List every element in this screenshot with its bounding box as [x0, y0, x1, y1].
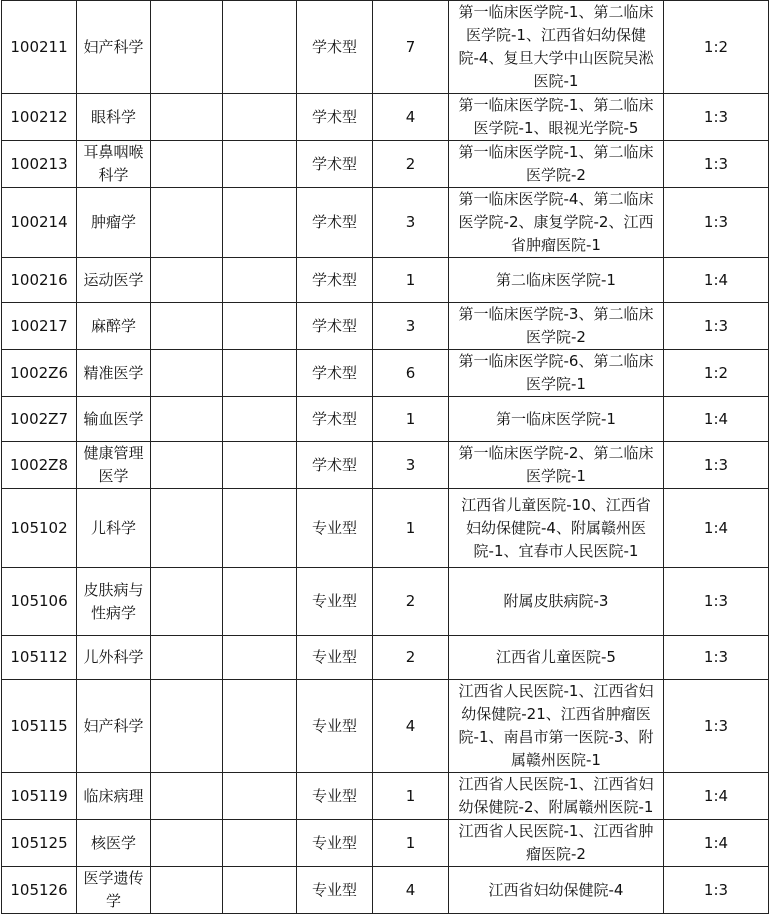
- degree-type-cell: 学术型: [297, 442, 373, 489]
- degree-type-cell: 专业型: [297, 680, 373, 773]
- enrollment-count-cell: 1: [373, 820, 449, 867]
- table-row: [2, 258, 769, 303]
- ratio-cell: 1:4: [664, 773, 769, 820]
- table-row: [2, 867, 769, 914]
- blank-cell: [151, 258, 223, 303]
- blank-cell: [151, 636, 223, 680]
- table-row: [2, 94, 769, 141]
- departments-cell: 第一临床医学院-1、第二临床医学院-1、眼视光学院-5: [449, 94, 664, 141]
- ratio-cell: 1:3: [664, 303, 769, 350]
- major-name-cell: 健康管理医学: [77, 442, 151, 489]
- departments-cell: 第一临床医学院-3、第二临床医学院-2: [449, 303, 664, 350]
- blank-cell: [223, 1, 297, 94]
- departments-cell: 第一临床医学院-4、第二临床医学院-2、康复学院-2、江西省肿瘤医院-1: [449, 188, 664, 258]
- enrollment-count-cell: 3: [373, 188, 449, 258]
- enrollment-count-cell: 1: [373, 773, 449, 820]
- degree-type-cell: 学术型: [297, 94, 373, 141]
- blank-cell: [151, 303, 223, 350]
- table-row: [2, 303, 769, 350]
- major-name-cell: 医学遗传学: [77, 867, 151, 914]
- departments-cell: 第一临床医学院-1: [449, 397, 664, 442]
- table-row: [2, 489, 769, 568]
- departments-cell: 江西省儿童医院-10、江西省妇幼保健院-4、附属赣州医院-1、宜春市人民医院-1: [449, 489, 664, 568]
- table-row: [2, 141, 769, 188]
- departments-cell: 第一临床医学院-6、第二临床医学院-1: [449, 350, 664, 397]
- blank-cell: [151, 773, 223, 820]
- enrollment-count-cell: 4: [373, 680, 449, 773]
- enrollment-count-cell: 4: [373, 867, 449, 914]
- major-code-cell: 1002Z6: [2, 350, 77, 397]
- major-code-cell: 105119: [2, 773, 77, 820]
- departments-cell: 第一临床医学院-1、第二临床医学院-2: [449, 141, 664, 188]
- ratio-cell: 1:3: [664, 442, 769, 489]
- blank-cell: [151, 397, 223, 442]
- enrollment-count-cell: 1: [373, 397, 449, 442]
- blank-cell: [223, 636, 297, 680]
- degree-type-cell: 学术型: [297, 141, 373, 188]
- major-name-cell: 儿科学: [77, 489, 151, 568]
- major-name-cell: 儿外科学: [77, 636, 151, 680]
- major-code-cell: 105125: [2, 820, 77, 867]
- degree-type-cell: 学术型: [297, 303, 373, 350]
- major-code-cell: 100212: [2, 94, 77, 141]
- degree-type-cell: 学术型: [297, 350, 373, 397]
- departments-cell: 江西省儿童医院-5: [449, 636, 664, 680]
- table-row: [2, 820, 769, 867]
- major-name-cell: 核医学: [77, 820, 151, 867]
- major-name-cell: 输血医学: [77, 397, 151, 442]
- blank-cell: [151, 350, 223, 397]
- blank-cell: [223, 350, 297, 397]
- degree-type-cell: 专业型: [297, 489, 373, 568]
- major-name-cell: 妇产科学: [77, 680, 151, 773]
- major-code-cell: 100217: [2, 303, 77, 350]
- departments-cell: 第一临床医学院-2、第二临床医学院-1: [449, 442, 664, 489]
- table-row: [2, 350, 769, 397]
- table-row: [2, 188, 769, 258]
- degree-type-cell: 专业型: [297, 867, 373, 914]
- ratio-cell: 1:2: [664, 1, 769, 94]
- major-code-cell: 105126: [2, 867, 77, 914]
- blank-cell: [223, 94, 297, 141]
- ratio-cell: 1:3: [664, 680, 769, 773]
- departments-cell: 江西省人民医院-1、江西省妇幼保健院-2、附属赣州医院-1: [449, 773, 664, 820]
- enrollment-count-cell: 2: [373, 568, 449, 636]
- degree-type-cell: 学术型: [297, 258, 373, 303]
- ratio-cell: 1:4: [664, 820, 769, 867]
- departments-cell: 附属皮肤病院-3: [449, 568, 664, 636]
- blank-cell: [151, 680, 223, 773]
- table-row: [2, 442, 769, 489]
- ratio-cell: 1:3: [664, 141, 769, 188]
- blank-cell: [151, 94, 223, 141]
- blank-cell: [223, 867, 297, 914]
- ratio-cell: 1:3: [664, 568, 769, 636]
- blank-cell: [151, 141, 223, 188]
- blank-cell: [223, 773, 297, 820]
- major-name-cell: 皮肤病与性病学: [77, 568, 151, 636]
- major-name-cell: 临床病理: [77, 773, 151, 820]
- table-row: [2, 773, 769, 820]
- major-code-cell: 100213: [2, 141, 77, 188]
- major-code-cell: 100211: [2, 1, 77, 94]
- ratio-cell: 1:4: [664, 397, 769, 442]
- major-name-cell: 麻醉学: [77, 303, 151, 350]
- degree-type-cell: 专业型: [297, 636, 373, 680]
- enrollment-count-cell: 7: [373, 1, 449, 94]
- blank-cell: [151, 568, 223, 636]
- major-code-cell: 105115: [2, 680, 77, 773]
- blank-cell: [151, 1, 223, 94]
- degree-type-cell: 专业型: [297, 820, 373, 867]
- major-code-cell: 105102: [2, 489, 77, 568]
- ratio-cell: 1:3: [664, 94, 769, 141]
- degree-type-cell: 专业型: [297, 568, 373, 636]
- blank-cell: [223, 680, 297, 773]
- admission-table: [1, 0, 769, 914]
- major-code-cell: 1002Z7: [2, 397, 77, 442]
- enrollment-count-cell: 3: [373, 303, 449, 350]
- blank-cell: [223, 442, 297, 489]
- major-name-cell: 妇产科学: [77, 1, 151, 94]
- degree-type-cell: 专业型: [297, 773, 373, 820]
- major-name-cell: 耳鼻咽喉科学: [77, 141, 151, 188]
- departments-cell: 江西省人民医院-1、江西省肿瘤医院-2: [449, 820, 664, 867]
- enrollment-count-cell: 4: [373, 94, 449, 141]
- degree-type-cell: 学术型: [297, 397, 373, 442]
- major-name-cell: 精准医学: [77, 350, 151, 397]
- major-code-cell: 105106: [2, 568, 77, 636]
- table-body: [2, 1, 769, 914]
- blank-cell: [223, 397, 297, 442]
- enrollment-count-cell: 2: [373, 141, 449, 188]
- table-row: [2, 1, 769, 94]
- enrollment-count-cell: 1: [373, 489, 449, 568]
- blank-cell: [151, 442, 223, 489]
- ratio-cell: 1:3: [664, 867, 769, 914]
- major-code-cell: 105112: [2, 636, 77, 680]
- enrollment-count-cell: 1: [373, 258, 449, 303]
- major-code-cell: 100214: [2, 188, 77, 258]
- blank-cell: [223, 489, 297, 568]
- degree-type-cell: 学术型: [297, 1, 373, 94]
- ratio-cell: 1:3: [664, 188, 769, 258]
- blank-cell: [223, 141, 297, 188]
- ratio-cell: 1:4: [664, 258, 769, 303]
- ratio-cell: 1:2: [664, 350, 769, 397]
- blank-cell: [223, 188, 297, 258]
- ratio-cell: 1:4: [664, 489, 769, 568]
- enrollment-count-cell: 3: [373, 442, 449, 489]
- degree-type-cell: 学术型: [297, 188, 373, 258]
- table-row: [2, 397, 769, 442]
- departments-cell: 第二临床医学院-1: [449, 258, 664, 303]
- enrollment-count-cell: 6: [373, 350, 449, 397]
- blank-cell: [151, 867, 223, 914]
- blank-cell: [223, 820, 297, 867]
- major-name-cell: 眼科学: [77, 94, 151, 141]
- table-row: [2, 568, 769, 636]
- table-row: [2, 636, 769, 680]
- blank-cell: [151, 489, 223, 568]
- major-name-cell: 肿瘤学: [77, 188, 151, 258]
- blank-cell: [223, 303, 297, 350]
- major-code-cell: 1002Z8: [2, 442, 77, 489]
- major-name-cell: 运动医学: [77, 258, 151, 303]
- blank-cell: [223, 258, 297, 303]
- ratio-cell: 1:3: [664, 636, 769, 680]
- blank-cell: [223, 568, 297, 636]
- departments-cell: 第一临床医学院-1、第二临床医学院-1、江西省妇幼保健院-4、复旦大学中山医院吴淞医院-1: [449, 1, 664, 94]
- departments-cell: 江西省妇幼保健院-4: [449, 867, 664, 914]
- table-row: [2, 680, 769, 773]
- blank-cell: [151, 188, 223, 258]
- enrollment-count-cell: 2: [373, 636, 449, 680]
- blank-cell: [151, 820, 223, 867]
- major-code-cell: 100216: [2, 258, 77, 303]
- departments-cell: 江西省人民医院-1、江西省妇幼保健院-21、江西省肿瘤医院-1、南昌市第一医院-3、附属赣州医院-1: [449, 680, 664, 773]
